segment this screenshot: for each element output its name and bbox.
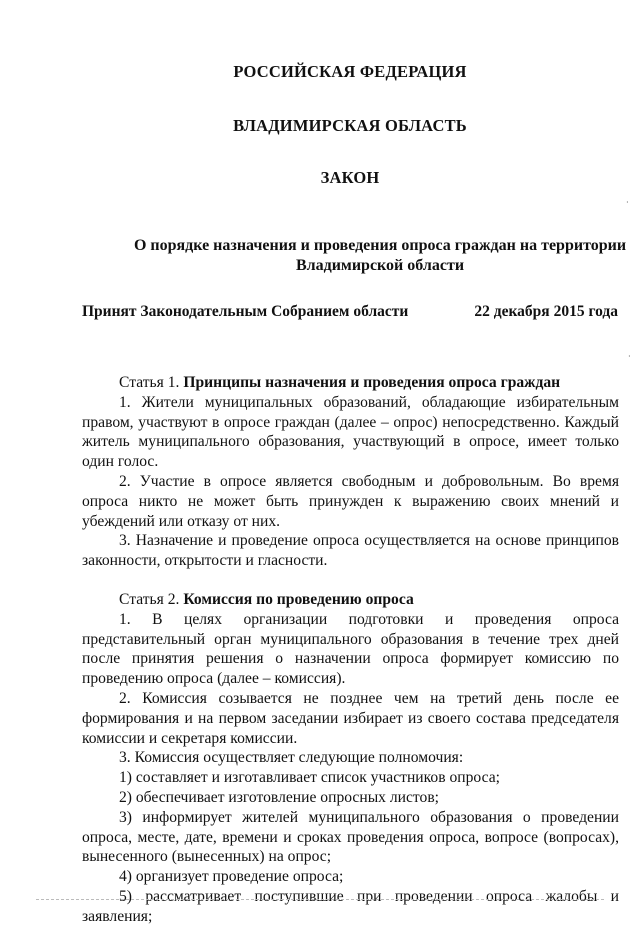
article-2-paragraph-3: 3. Комиссия осуществляет следующие полномочия: bbox=[119, 749, 464, 767]
article-2-item-5: 5) рассматривает поступившие при проведении опроса жалобы и заявления; bbox=[82, 887, 619, 925]
article-1-number: Статья 1. bbox=[119, 374, 180, 391]
article-1-paragraph-2: 2. Участие в опросе является свободным и добровольным. Во время опроса никто не может быть принужден к выражению своих мнений и убеждений или отказу от них. bbox=[82, 472, 619, 530]
article-2-paragraph-1: 1. В целях организации подготовки и проведения опроса представительный орган муниципального образования в течение трех дней после принятия решения о назначении опроса формирует комиссию по проведению опроса (далее – комиссия). bbox=[82, 610, 619, 688]
law-body bbox=[82, 373, 619, 946]
article-2-item-2: 2) обеспечивает изготовление опросных листов; bbox=[119, 788, 440, 806]
article-1-title: Принципы назначения и проведения опроса граждан bbox=[183, 374, 561, 391]
scan-speck: · bbox=[626, 198, 629, 207]
federation-heading: РОССИЙСКАЯ ФЕДЕРАЦИЯ bbox=[233, 62, 467, 81]
article-2-item-1: 1) составляет и изготавливает список участников опроса; bbox=[119, 769, 500, 787]
article-1-paragraph-1-cont: правом, участвуют в опросе граждан (далее – опрос) непосредственно. Каждый житель муниципального образования, участвующий в опросе, имеет только один голос. bbox=[82, 413, 619, 471]
article-1-heading bbox=[82, 373, 619, 393]
document-type-heading: ЗАКОН bbox=[320, 168, 380, 187]
law-title-line-1: О порядке назначения и проведения опроса граждан на территории bbox=[133, 237, 627, 254]
scan-speck: · bbox=[628, 352, 631, 361]
article-2-item-3: 3) информирует жителей муниципального образования о проведении опроса, месте, дате, времени и сроках проведения опроса, вопросе (вопросах), вынесенного (вынесенных) на опрос; bbox=[82, 808, 619, 866]
article-2-title: Комиссия по проведению опроса bbox=[183, 590, 414, 608]
article-2 bbox=[82, 590, 619, 927]
article-1-paragraph-3: 3. Назначение и проведение опроса осуществляется на основе принципов законности, открытости и гласности. bbox=[82, 532, 619, 570]
article-2-item-4: 4) организует проведение опроса; bbox=[119, 868, 344, 886]
article-1-paragraph-1-start: 1. Жители муниципальных образований, обладающие избирательным bbox=[119, 393, 619, 411]
article-1 bbox=[82, 373, 619, 571]
adoption-line bbox=[82, 303, 618, 321]
law-title-line-2: Владимирской области bbox=[295, 257, 465, 274]
article-2-number: Статья 2. bbox=[119, 590, 180, 608]
adoption-date: 22 декабря 2015 года bbox=[474, 303, 618, 320]
article-2-paragraph-2: 2. Комиссия созывается не позднее чем на третий день после ее формирования и на первом заседании избирает из своего состава председателя комиссии и секретаря комиссии. bbox=[82, 689, 619, 747]
article-2-heading bbox=[82, 590, 619, 610]
scan-edge-line bbox=[36, 899, 604, 900]
region-heading: ВЛАДИМИРСКАЯ ОБЛАСТЬ bbox=[233, 116, 467, 135]
law-title bbox=[100, 236, 640, 276]
adopted-by: Принят Законодательным Собранием области bbox=[82, 303, 409, 320]
